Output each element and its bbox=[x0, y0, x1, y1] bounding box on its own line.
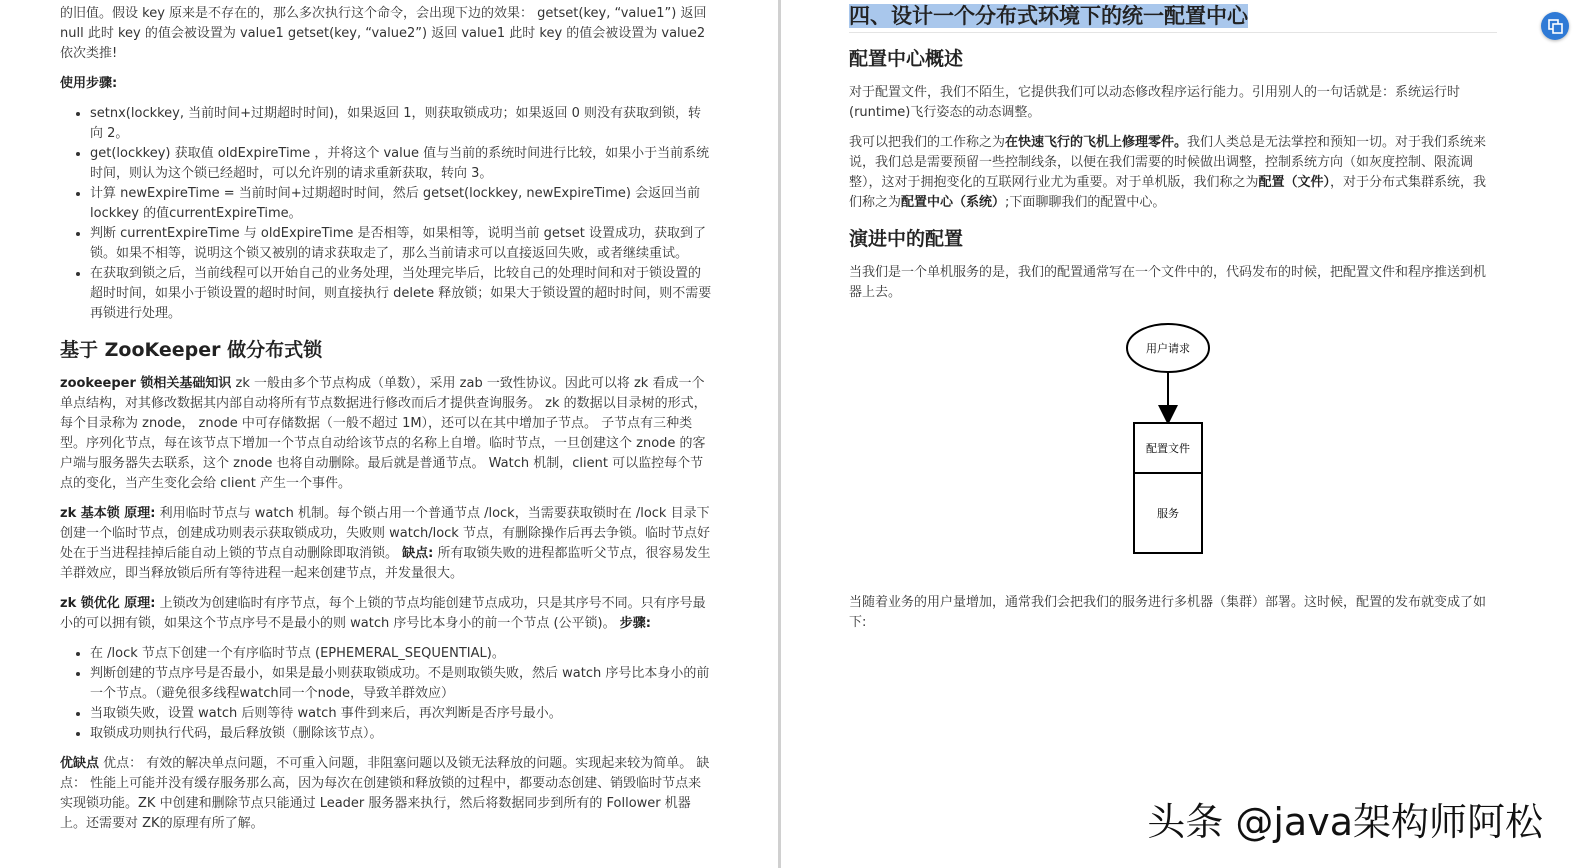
user-request-label: 用户请求 bbox=[1146, 342, 1190, 355]
list-item: • 当取锁失败，设置 watch 后则等待 watch 事件到来后，再次判断是否序号最小。 bbox=[90, 704, 712, 724]
service-label: 服务 bbox=[1157, 507, 1179, 520]
usage-steps-label: 使用步骤: bbox=[60, 76, 118, 91]
single-machine-paragraph: 当我们是一个单机服务的是，我们的配置通常写在一个文件中的，代码发布的时候，把配置文件和程序推送到机器上去。 bbox=[849, 265, 1487, 300]
zk-optimized-lock-paragraph: zk 锁优化 原理: 上锁改为创建临时有序节点，每个上锁的节点均能创建节点成功，只是其序号不同。只有序号最小的可以拥有锁，如果这个节点序号不是最小的则 watch 序号比本身小的前一个节点 (公平锁)。 步骤: bbox=[60, 596, 706, 631]
zk-basic-lock-paragraph: zk 基本锁 原理: 利用临时节点与 watch 机制。每个锁占用一个普通节点 /lock，当需要获取锁时在 /lock 目录下创建一个临时节点，创建成功则表示获取锁成功，失败则 watch/lock 节点，有删除操作后再去争锁。临时节点好处在于当进程挂掉后能自动上锁的节点自动删除即取消锁。 缺点: 所有取锁失败的进程都监听父节点，很容易发生羊群效应，即当释放锁后所有等待进程一起来创建节点，并发量很大。 bbox=[60, 506, 711, 581]
zookeeper-lock-heading: 基于 ZooKeeper 做分布式锁 bbox=[60, 339, 323, 361]
list-item: • 计算 newExpireTime = 当前时间+过期超时时间，然后 getset(lockkey, newExpireTime) 会返回当前 lockkey 的值currentExpireTime。 bbox=[90, 184, 712, 224]
list-item: • 判断 currentExpireTime 与 oldExpireTime 是否相等，如果相等，说明当前 getset 设置成功，获取到了锁。如果不相等，说明这个锁又被别的请求获取走了，那么当前请求可以直接返回失败，或者继续重试。 bbox=[90, 224, 712, 264]
list-item: • get(lockkey) 获取值 oldExpireTime ，并将这个 value 值与当前的系统时间进行比较，如果小于当前系统时间，则认为这个锁已经超时，可以允许别的请求重新获取，转向 3。 bbox=[90, 144, 712, 184]
selected-title-text[interactable]: 四、设计一个分布式环境下的统一配置中心 bbox=[849, 4, 1248, 28]
evolving-config-heading: 演进中的配置 bbox=[849, 228, 964, 250]
work-analogy-paragraph: 我可以把我们的工作称之为在快速飞行的飞机上修理零件。我们人类总是无法掌控和预知一切。对于我们系统来说，我们总是需要预留一些控制线条，以便在我们需要的时候做出调整，控制系统方向（如灰度控制、限流调整），这对于拥抱变化的互联网行业尤为重要。对于单机版，我们称之为配置（文件），对于分布式集群系统，我们称之为配置中心（系统）;下面聊聊我们的配置中心。 bbox=[849, 135, 1487, 210]
section-title-wrap bbox=[849, 0, 1497, 33]
zk-optimized-steps-list bbox=[60, 644, 712, 744]
floating-translate-icon[interactable] bbox=[1541, 12, 1569, 40]
list-item: • 判断创建的节点序号是否最小，如果是最小则获取锁成功。不是则取锁失败，然后 watch 序号比本身小的前一个节点。（避免很多线程watch同一个node，导致羊群效应） bbox=[90, 664, 712, 704]
config-center-overview-heading: 配置中心概述 bbox=[849, 48, 964, 70]
config-flow-diagram bbox=[849, 323, 1497, 573]
watermark-text: 头条 @java架构师阿松 bbox=[1147, 800, 1543, 844]
pros-cons-paragraph: 优缺点 优点： 有效的解决单点问题，不可重入问题，非阻塞问题以及锁无法释放的问题。实现起来较为简单。 缺点： 性能上可能并没有缓存服务那么高，因为每次在创建锁和释放锁的过程中，都要动态创建、销毁临时节点来实现锁功能。ZK 中创建和删除节点只能通过 Leader 服务器来执行，然后将数据同步到所有的 Follower 机器上。还需要对 ZK的原理有所了解。 bbox=[60, 756, 710, 831]
left-document-page bbox=[0, 0, 778, 868]
getset-intro-paragraph: 的旧值。假设 key 原来是不存在的，那么多次执行这个命令，会出现下边的效果： getset(key, “value1”) 返回 null 此时 key 的值会被设置为 value1 getset(key, “value2”) 返回 value1 此时 key 的值会被设置为 value2 依次类推! bbox=[60, 6, 707, 61]
list-item: • 在 /lock 节点下创建一个有序临时节点 (EPHEMERAL_SEQUENTIAL)。 bbox=[90, 644, 712, 664]
zk-basics-paragraph: zookeeper 锁相关基础知识 zk 一般由多个节点构成（单数），采用 zab 一致性协议。因此可以将 zk 看成一个单点结构，对其修改数据其内部自动将所有节点数据进行修改而后才提供查询服务。 zk 的数据以目录树的形式，每个目录称为 znode， znode 中可存储数据（一般不超过 1M），还可以在其中增加子节点。 子节点有三种类型。序列化节点，每在该节点下增加一个节点自动给该节点的名称上自增。临时节点，一旦创建这个 znode 的客户端与服务器失去联系，这个 znode 也将自动删除。最后就是普通节点。 Watch 机制，client 可以监控每个节点的变化，当产生变化会给 client 产生一个事件。 bbox=[60, 376, 707, 491]
usage-steps-list bbox=[60, 104, 712, 324]
cluster-deploy-paragraph: 当随着业务的用户量增加，通常我们会把我们的服务进行多机器（集群）部署。这时候，配置的发布就变成了如下: bbox=[849, 595, 1487, 630]
overview-paragraph: 对于配置文件，我们不陌生，它提供我们可以动态修改程序运行能力。引用别人的一句话就是：系统运行时(runtime)飞行姿态的动态调整。 bbox=[849, 85, 1461, 120]
list-item: • setnx(lockkey, 当前时间+过期超时时间)，如果返回 1，则获取锁成功；如果返回 0 则没有获取到锁，转向 2。 bbox=[90, 104, 712, 144]
right-document-page bbox=[781, 0, 1581, 868]
list-item: • 在获取到锁之后，当前线程可以开始自己的业务处理，当处理完毕后，比较自己的处理时间和对于锁设置的超时时间，如果小于锁设置的超时时间，则直接执行 delete 释放锁；如果大于锁设置的超时时间，则不需要再锁进行处理。 bbox=[90, 264, 712, 324]
config-file-label: 配置文件 bbox=[1146, 442, 1190, 455]
list-item: • 取锁成功则执行代码，最后释放锁（删除该节点）。 bbox=[90, 724, 712, 744]
section-title bbox=[849, 0, 1497, 32]
